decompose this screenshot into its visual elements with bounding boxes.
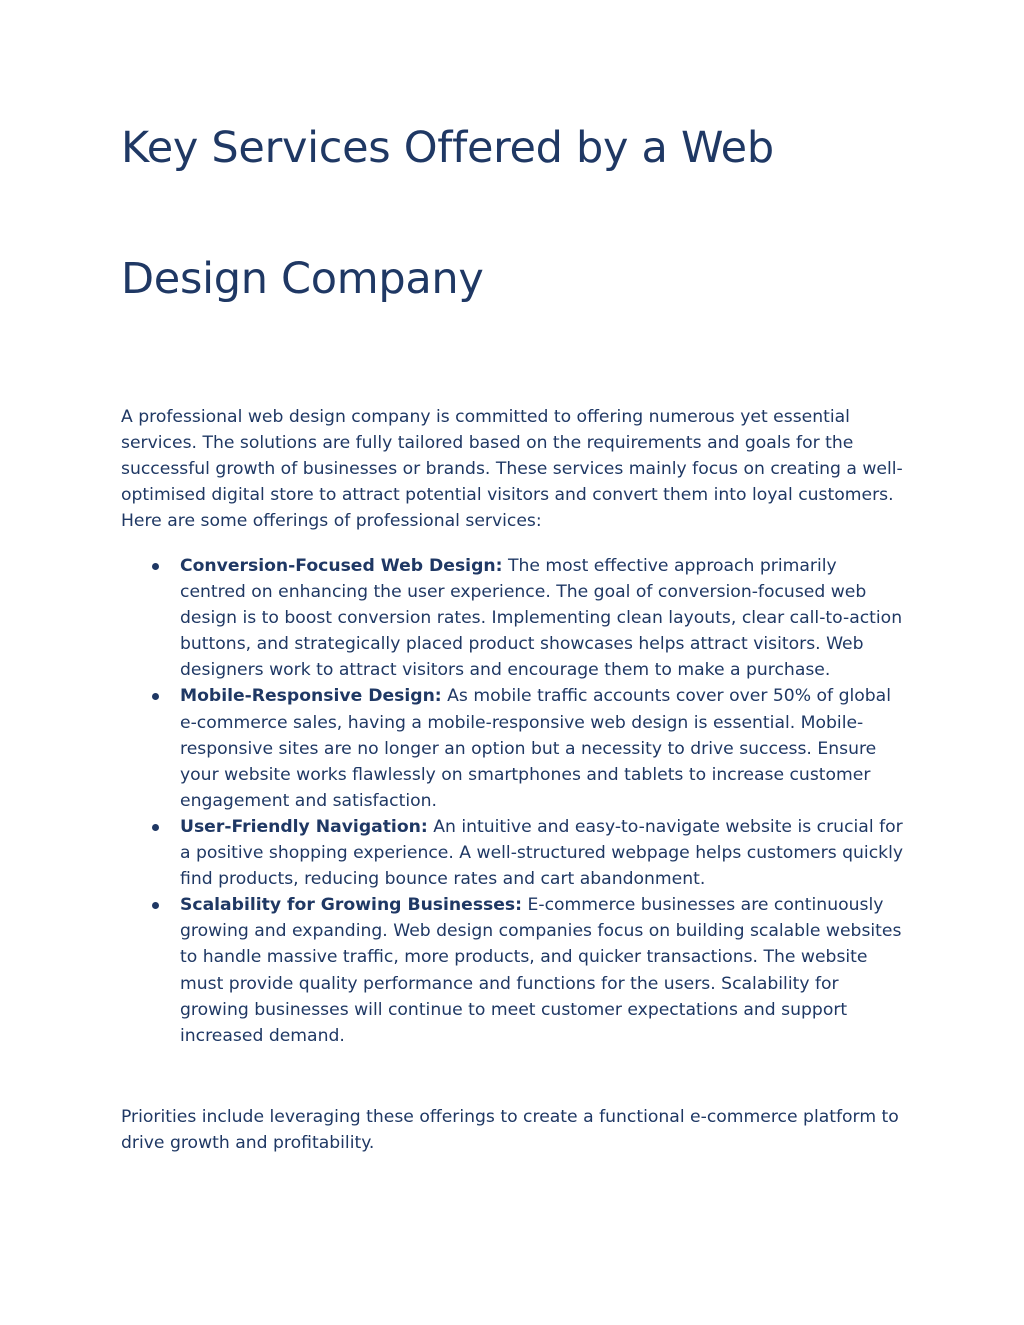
bullet-icon bbox=[152, 902, 159, 909]
service-name: Scalability for Growing Businesses: bbox=[180, 895, 523, 916]
service-name: User-Friendly Navigation: bbox=[180, 816, 428, 837]
intro-paragraph: A professional web design company is committed to offering numerous yet essential services. The solutions are fully tailored based on the requirements and goals for the successful growth of businesses or brands. These services mainly focus on creating a well-optimised digital store to attract potential visitors and convert them into loyal customers. Here are some offerings of professional services: bbox=[121, 407, 903, 532]
bullet-icon bbox=[152, 693, 159, 700]
page-title-line-1: Key Services Offered by a Web bbox=[121, 123, 774, 173]
list-item-user-friendly-navigation bbox=[121, 814, 906, 892]
service-name: Mobile-Responsive Design: bbox=[180, 686, 442, 707]
service-name: Conversion-Focused Web Design: bbox=[180, 556, 503, 576]
list-item-scalability bbox=[121, 892, 906, 1049]
page-title-line-2: Design Company bbox=[121, 254, 484, 304]
service-description: E-commerce businesses are continuously growing and expanding. Web design companies focus on building scalable websites to handle massive traffic, more products, and quicker transactions. The website must provide quality performance and functions for the users. Scalability for growing businesses will continue to meet customer expectations and support increased demand. bbox=[180, 895, 902, 1046]
services-list bbox=[121, 553, 906, 1049]
service-description: As mobile traffic accounts cover over 50% of global e-commerce sales, having a mobile-responsive web design is essential. Mobile-responsive sites are no longer an option but a necessity to drive success. Ensure your website works flawlessly on smartphones and tablets to increase customer engagement and satisfaction. bbox=[180, 686, 891, 811]
bullet-icon bbox=[152, 563, 159, 570]
closing-paragraph: Priorities include leveraging these offerings to create a functional e-commerce platform to drive growth and profitability. bbox=[121, 1107, 899, 1154]
service-description: The most effective approach primarily centred on enhancing the user experience. The goal of conversion-focused web design is to boost conversion rates. Implementing clean layouts, clear call-to-action buttons, and strategically placed product showcases helps attract visitors. Web designers work to attract visitors and encourage them to make a purchase. bbox=[180, 556, 903, 681]
bullet-icon bbox=[152, 824, 159, 831]
list-item-mobile-responsive bbox=[121, 683, 906, 813]
service-description: An intuitive and easy-to-navigate website is crucial for a positive shopping experience. A well-structured webpage helps customers quickly find products, reducing bounce rates and cart abandonment. bbox=[180, 816, 904, 890]
list-item-conversion-focused bbox=[121, 553, 906, 683]
